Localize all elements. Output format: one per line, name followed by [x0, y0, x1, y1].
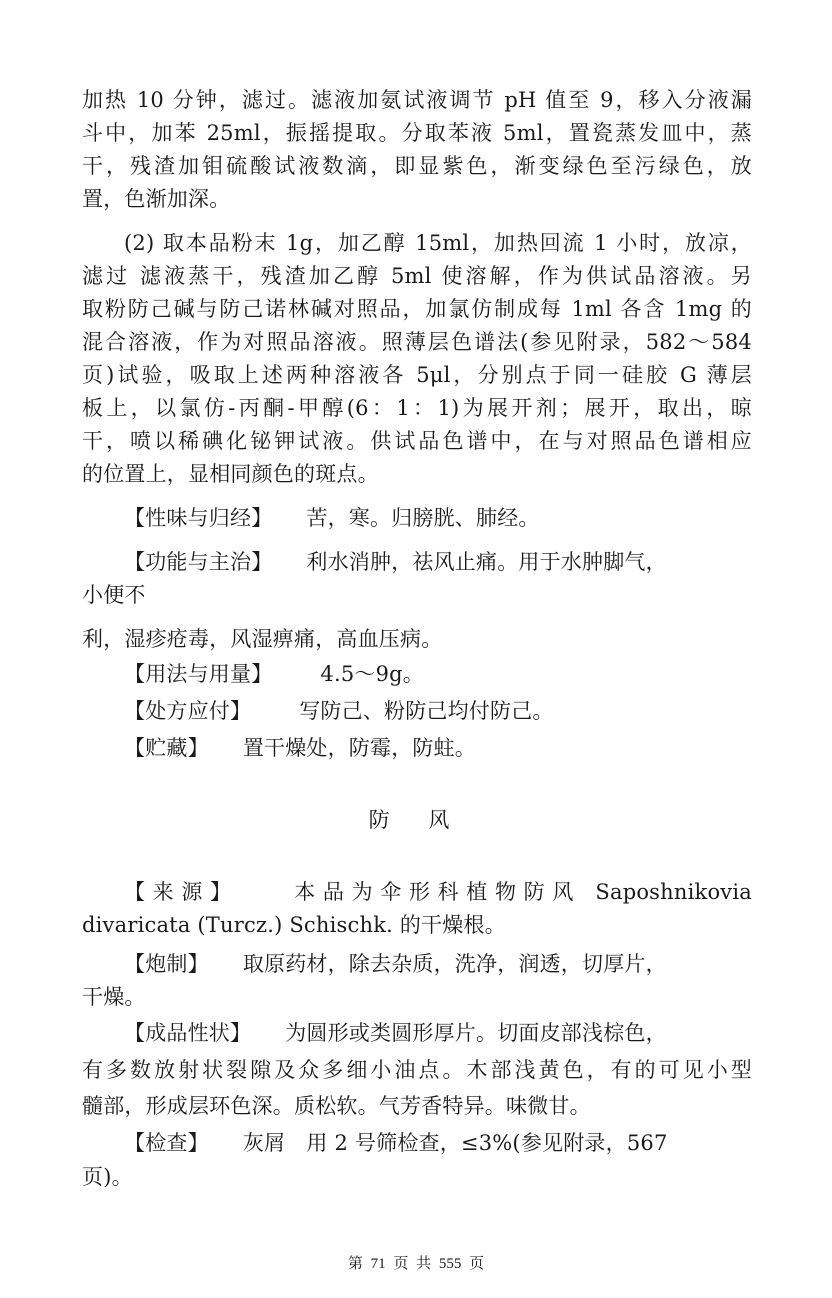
text-line: divaricata (Turcz.) Schischk. 的干燥根。 [82, 913, 506, 937]
text-line: 置，色渐加深。 [82, 187, 231, 211]
section-label: 【功能与主治】 [124, 550, 273, 574]
section-label: 【检查】 [124, 1131, 209, 1155]
section-label: 【处方应付】 [124, 699, 252, 723]
section-yongfa [82, 660, 752, 688]
monograph-title: 防 风 [368, 808, 466, 832]
text-line: 利，湿疹疮毒，风湿痹痛，高血压病。 [82, 627, 443, 651]
text-line: 页)。 [82, 1165, 133, 1189]
section-text: 为圆形或类圆形厚片。切面皮部浅棕色， [285, 1021, 667, 1045]
text-line: 混合溶液，作为对照品溶液。照薄层色谱法(参见附录，582～584 [82, 330, 752, 354]
section-text: 取原药材，除去杂质，洗净，润透，切厚片， [242, 952, 667, 976]
text-line: 加热 10 分钟，滤过。滤液加氨试液调节 pH 值至 9，移入分液漏 [82, 88, 752, 112]
text-line: (2) 取本品粉末 1g，加乙醇 15ml，加热回流 1 小时，放凉， [124, 231, 752, 255]
section-laiyuan [82, 878, 752, 906]
section-jiancha [82, 1129, 752, 1157]
section-label: 【贮藏】 [124, 736, 209, 760]
text-line: 取粉防己碱与防己诺林碱对照品，加氯仿制成每 1ml 各含 1mg 的 [82, 297, 752, 321]
section-xingwei [82, 504, 752, 532]
section-text: 灰屑 用 2 号筛检查，≤3%(参见附录，567 [242, 1131, 668, 1155]
section-zhucang [82, 734, 752, 762]
section-label: 【成品性状】 [124, 1021, 252, 1045]
section-text: 利水消肿，祛风止痛。用于水肿脚气， [306, 550, 667, 574]
text-line: 干，残渣加钼硫酸试液数滴，即显紫色，渐变绿色至污绿色，放 [82, 154, 752, 178]
section-text: 本品为伞形科植物防风 Saposhnikovia [286, 880, 752, 904]
text-line: 干，喷以稀碘化铋钾试液。供试品色谱中，在与对照品色谱相应 [82, 429, 752, 453]
text-line: 的位置上，显相同颜色的斑点。 [82, 462, 379, 486]
text-line: 髓部，形成层环色深。质松软。气芳香特异。味微甘。 [82, 1094, 591, 1118]
text-line: 小便不 [82, 583, 146, 607]
section-text: 4.5～9g。 [320, 662, 425, 686]
section-label: 【来源】 [124, 880, 239, 904]
section-text: 苦，寒。归膀胱、肺经。 [306, 506, 540, 530]
section-paozhi [82, 950, 752, 978]
section-text: 置干燥处，防霉，防蛀。 [242, 736, 477, 760]
text-line: 页)试验，吸取上述两种溶液各 5μl，分别点于同一硅胶 G 薄层 [82, 363, 752, 387]
section-gongneng [82, 548, 752, 576]
text-line: 滤过 滤液蒸干，残渣加乙醇 5ml 使溶解，作为供试品溶液。另 [82, 264, 752, 288]
section-text: 写防己、粉防己均付防己。 [299, 699, 554, 723]
section-label: 【用法与用量】 [124, 662, 273, 686]
section-chufang [82, 697, 752, 725]
text-line: 有多数放射状裂隙及众多细小油点。木部浅黄色，有的可见小型 [82, 1058, 752, 1082]
page-number-footer: 第 71 页 共 555 页 [347, 1256, 485, 1272]
text-line: 斗中，加苯 25ml，振摇提取。分取苯液 5ml，置瓷蒸发皿中，蒸 [82, 121, 752, 145]
section-label: 【性味与归经】 [124, 506, 273, 530]
text-line: 板上，以氯仿-丙酮-甲醇(6：1：1)为展开剂；展开，取出，晾 [82, 396, 752, 420]
text-line: 干燥。 [82, 985, 146, 1009]
section-xingzhuang [82, 1019, 752, 1047]
section-label: 【炮制】 [124, 952, 209, 976]
